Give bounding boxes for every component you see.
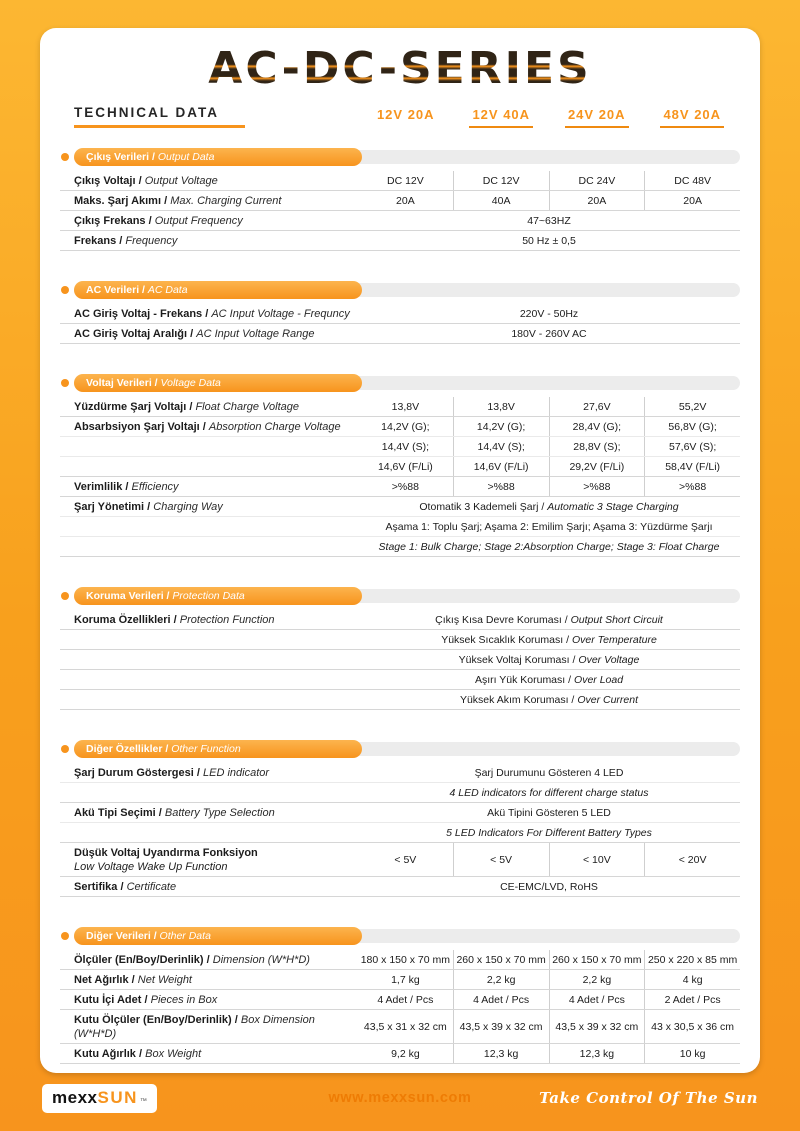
row-label xyxy=(60,823,358,842)
span-value: Stage 1: Bulk Charge; Stage 2:Absorption Charge; Stage 3: Float Charge xyxy=(378,540,720,553)
row-label-tr: Kutu Ölçüler (En/Boy/Derinlik) / xyxy=(74,1013,238,1026)
value-cell: < 20V xyxy=(644,843,740,876)
value-cell: >%88 xyxy=(644,477,740,496)
row-values xyxy=(358,877,740,896)
row-label-en: AC Input Voltage - Frequncy xyxy=(211,307,350,320)
row-label-tr: Kutu Ağırlık / xyxy=(74,1047,143,1060)
section-ac-data xyxy=(60,281,740,344)
row-values xyxy=(358,171,740,190)
row-label-tr: Ölçüler (En/Boy/Derinlik) / xyxy=(74,953,210,966)
slogan: Take Control Of The Sun xyxy=(539,1088,758,1107)
table-row xyxy=(60,324,740,344)
section-header xyxy=(60,587,740,605)
table-header-row xyxy=(60,104,740,128)
model-columns xyxy=(358,106,740,128)
span-value: Aşırı Yük Koruması / Over Load xyxy=(474,673,624,686)
value-cell: 4 Adet / Pcs xyxy=(549,990,645,1009)
row-values xyxy=(358,324,740,343)
column-header-12v20a: 12V 20A xyxy=(376,107,435,123)
bullet-icon xyxy=(61,932,69,940)
span-value: Akü Tipini Gösteren 5 LED xyxy=(487,806,611,819)
row-label-en: Dimension (W*H*D) xyxy=(212,953,310,966)
section-other-function xyxy=(60,740,740,897)
row-label-en: Absorption Charge Voltage xyxy=(208,420,341,433)
span-value: 4 LED indicators for different charge status xyxy=(449,786,649,799)
table-row xyxy=(60,763,740,783)
section-output-data xyxy=(60,148,740,251)
brand-logo-sun: SUN xyxy=(97,1087,138,1107)
span-value: CE-EMC/LVD, RoHS xyxy=(500,880,598,893)
row-values xyxy=(358,843,740,876)
value-cell: 1,7 kg xyxy=(391,973,420,986)
value-cell: 57,6V (S); xyxy=(644,437,740,456)
row-label xyxy=(60,803,358,822)
section-header xyxy=(60,927,740,945)
row-values xyxy=(358,670,740,689)
row-label xyxy=(60,457,358,476)
value-cell: 20A xyxy=(396,194,415,207)
value-cell: 13,8V xyxy=(453,397,549,416)
value-cell: 9,2 kg xyxy=(391,1047,420,1060)
value-cell: 55,2V xyxy=(644,397,740,416)
row-label xyxy=(60,304,358,323)
website-url[interactable]: www.mexxsun.com xyxy=(328,1090,472,1106)
row-label-tr: Verimlilik / xyxy=(74,480,129,493)
content-card xyxy=(40,28,760,1073)
row-label-en: LED indicator xyxy=(203,766,270,779)
row-values xyxy=(358,690,740,709)
row-values xyxy=(358,211,740,230)
value-cell: < 5V xyxy=(394,853,417,866)
row-values xyxy=(358,477,740,496)
technical-data-label: TECHNICAL DATA xyxy=(74,105,245,128)
span-value: Yüksek Akım Koruması / Over Current xyxy=(459,693,639,706)
value-cell: 12,3 kg xyxy=(549,1044,645,1063)
span-value: 180V - 260V AC xyxy=(511,327,587,340)
row-label-tr: Net Ağırlık / xyxy=(74,973,135,986)
column-header-12v40a: 12V 40A xyxy=(454,106,550,128)
table-row xyxy=(60,537,740,557)
row-label-en: Protection Function xyxy=(179,613,275,626)
table-row xyxy=(60,877,740,897)
section-title-en: Protection Data xyxy=(172,590,245,603)
table-row xyxy=(60,843,740,877)
section-pill xyxy=(74,281,362,299)
row-label xyxy=(60,650,358,669)
row-label xyxy=(60,610,358,629)
value-cell: 14,2V (G); xyxy=(453,417,549,436)
row-label-en: AC Input Voltage Range xyxy=(196,327,315,340)
column-header-48v20a: 48V 20A xyxy=(645,106,741,128)
footer-right xyxy=(534,1089,758,1108)
value-cell: 56,8V (G); xyxy=(644,417,740,436)
span-value: Çıkış Kısa Devre Koruması / Output Short Circuit xyxy=(435,613,663,626)
brand-logo xyxy=(42,1084,157,1113)
row-label-tr: Kutu İçi Adet / xyxy=(74,993,148,1006)
row-label xyxy=(60,990,358,1009)
section-pill xyxy=(74,927,362,945)
value-cell: 10 kg xyxy=(644,1044,740,1063)
row-label-en: Output Frequency xyxy=(154,214,243,227)
table-row xyxy=(60,397,740,417)
value-cell: 58,4V (F/Li) xyxy=(644,457,740,476)
value-cell: 28,8V (S); xyxy=(549,437,645,456)
brand-logo-mexx: mexx xyxy=(52,1087,98,1107)
row-values xyxy=(358,823,740,842)
row-label xyxy=(60,537,358,556)
row-label-tr: Çıkış Voltajı / xyxy=(74,174,142,187)
bullet-icon xyxy=(61,592,69,600)
span-value: Aşama 1: Toplu Şarj; Aşama 2: Emilim Şarjı; Aşama 3: Yüzdürme Şarjı xyxy=(385,520,713,533)
value-cell: 20A xyxy=(549,191,645,210)
row-label xyxy=(60,477,358,496)
span-value: 5 LED Indicators For Different Battery Types xyxy=(446,826,652,839)
row-label-tr: Akü Tipi Seçimi / xyxy=(74,806,162,819)
section-pill xyxy=(74,148,362,166)
section-header xyxy=(60,281,740,299)
table-row xyxy=(60,650,740,670)
section-voltage-data xyxy=(60,374,740,557)
row-label-tr: Absarbsiyon Şarj Voltajı / xyxy=(74,420,206,433)
table-row xyxy=(60,670,740,690)
value-cell: 2,2 kg xyxy=(549,970,645,989)
row-label xyxy=(60,497,358,516)
section-title-en: Voltage Data xyxy=(160,377,221,390)
value-cell: 180 x 150 x 70 mm xyxy=(360,953,451,966)
value-cell: 43,5 x 31 x 32 cm xyxy=(363,1020,447,1033)
row-label-en: Pieces in Box xyxy=(150,993,218,1006)
row-label xyxy=(60,950,358,969)
bullet-icon xyxy=(61,153,69,161)
row-label-tr: Şarj Durum Göstergesi / xyxy=(74,766,200,779)
value-cell: DC 48V xyxy=(644,171,740,190)
section-pill xyxy=(74,374,362,392)
row-label-tr: AC Giriş Voltaj Aralığı / xyxy=(74,327,194,340)
trademark-symbol: ™ xyxy=(139,1097,147,1105)
row-values xyxy=(358,517,740,536)
span-value: Yüksek Voltaj Koruması / Over Voltage xyxy=(458,653,640,666)
row-label-tr: Maks. Şarj Akımı / xyxy=(74,194,168,207)
value-cell: 20A xyxy=(644,191,740,210)
table-row xyxy=(60,304,740,324)
row-label xyxy=(60,970,358,989)
row-label xyxy=(60,397,358,416)
row-values xyxy=(358,630,740,649)
row-label xyxy=(60,763,358,782)
value-cell: 4 Adet / Pcs xyxy=(453,990,549,1009)
table-row xyxy=(60,457,740,477)
value-cell: >%88 xyxy=(549,477,645,496)
value-cell: 2 Adet / Pcs xyxy=(644,990,740,1009)
row-label-tr: Yüzdürme Şarj Voltajı / xyxy=(74,400,193,413)
value-cell: 4 kg xyxy=(644,970,740,989)
row-values xyxy=(358,970,740,989)
row-values xyxy=(358,950,740,969)
section-header xyxy=(60,148,740,166)
row-label xyxy=(60,417,358,436)
row-values xyxy=(358,457,740,476)
section-title-en: Other Function xyxy=(171,743,241,756)
row-values xyxy=(358,417,740,436)
row-label-en: Float Charge Voltage xyxy=(195,400,299,413)
table-row xyxy=(60,171,740,191)
section-title-tr: AC Verileri / xyxy=(86,284,145,297)
value-cell: < 10V xyxy=(549,843,645,876)
row-values xyxy=(358,1010,740,1043)
row-label xyxy=(60,690,358,709)
row-values xyxy=(358,397,740,416)
table-row xyxy=(60,950,740,970)
section-title-en: Output Data xyxy=(157,151,215,164)
value-cell: 13,8V xyxy=(391,400,420,413)
value-cell: 29,2V (F/Li) xyxy=(549,457,645,476)
row-values xyxy=(358,783,740,802)
table-row xyxy=(60,970,740,990)
value-cell: 43 x 30,5 x 36 cm xyxy=(644,1010,740,1043)
value-cell: 43,5 x 39 x 32 cm xyxy=(549,1010,645,1043)
value-cell: 260 x 150 x 70 mm xyxy=(549,950,645,969)
section-header xyxy=(60,374,740,392)
value-cell: < 5V xyxy=(453,843,549,876)
row-label-en: Box Weight xyxy=(145,1047,202,1060)
row-label-tr: AC Giriş Voltaj - Frekans / xyxy=(74,307,209,320)
span-value: Şarj Durumunu Gösteren 4 LED xyxy=(474,766,624,779)
row-label-en: Box Dimension (W*H*D) xyxy=(74,1013,315,1040)
span-value: Yüksek Sıcaklık Koruması / Over Temperature xyxy=(441,633,657,646)
row-label-tr: Sertifika / xyxy=(74,880,124,893)
value-cell: 14,6V (F/Li) xyxy=(453,457,549,476)
value-cell: 2,2 kg xyxy=(453,970,549,989)
row-label xyxy=(60,843,358,876)
bullet-icon xyxy=(61,286,69,294)
row-values xyxy=(358,231,740,250)
row-label-en: Battery Type Selection xyxy=(164,806,275,819)
footer-center xyxy=(266,1089,535,1107)
table-row xyxy=(60,417,740,437)
value-cell: 260 x 150 x 70 mm xyxy=(453,950,549,969)
row-label-tr: Koruma Özellikleri / xyxy=(74,613,177,626)
section-protection-data xyxy=(60,587,740,710)
row-values xyxy=(358,763,740,782)
row-label-en: Low Voltage Wake Up Function xyxy=(74,860,228,873)
value-cell: 43,5 x 39 x 32 cm xyxy=(453,1010,549,1043)
section-title-en: AC Data xyxy=(147,284,188,297)
table-row xyxy=(60,630,740,650)
table-row xyxy=(60,1010,740,1044)
section-title-tr: Diğer Özellikler / xyxy=(86,743,169,756)
table-row xyxy=(60,437,740,457)
value-cell: >%88 xyxy=(453,477,549,496)
row-values xyxy=(358,990,740,1009)
row-label xyxy=(60,783,358,802)
page-title: AC-DC-SERIES xyxy=(60,46,740,92)
column-header-24v20a: 24V 20A xyxy=(549,106,645,128)
table-row xyxy=(60,1044,740,1064)
value-cell: 28,4V (G); xyxy=(549,417,645,436)
table-row xyxy=(60,211,740,231)
bullet-icon xyxy=(61,745,69,753)
row-label xyxy=(60,171,358,190)
row-label xyxy=(60,670,358,689)
value-cell: DC 12V xyxy=(453,171,549,190)
row-label xyxy=(60,231,358,250)
row-label-tr: Çıkış Frekans / xyxy=(74,214,152,227)
row-label-en: Frequency xyxy=(125,234,178,247)
row-label-en: Charging Way xyxy=(153,500,223,513)
row-values xyxy=(358,537,740,556)
row-label-tr: Frekans / xyxy=(74,234,123,247)
bullet-icon xyxy=(61,379,69,387)
row-label-en: Efficiency xyxy=(131,480,179,493)
row-label xyxy=(60,630,358,649)
row-label-tr: Şarj Yönetimi / xyxy=(74,500,151,513)
value-cell: 14,4V (S); xyxy=(381,440,430,453)
value-cell: DC 12V xyxy=(386,174,424,187)
row-values xyxy=(358,304,740,323)
value-cell: DC 24V xyxy=(549,171,645,190)
value-cell: 14,2V (G); xyxy=(381,420,430,433)
section-title-tr: Diğer Verileri / xyxy=(86,930,157,943)
table-row xyxy=(60,610,740,630)
table-row xyxy=(60,783,740,803)
technical-data-header xyxy=(60,104,358,128)
section-title-tr: Çıkış Verileri / xyxy=(86,151,155,164)
row-values xyxy=(358,1044,740,1063)
table-row xyxy=(60,803,740,823)
table-row xyxy=(60,517,740,537)
row-values xyxy=(358,497,740,516)
table-row xyxy=(60,477,740,497)
section-pill xyxy=(74,587,362,605)
row-label xyxy=(60,1044,358,1063)
section-title-tr: Voltaj Verileri / xyxy=(86,377,158,390)
value-cell: 250 x 220 x 85 mm xyxy=(644,950,740,969)
row-values xyxy=(358,437,740,456)
section-header xyxy=(60,740,740,758)
row-values xyxy=(358,650,740,669)
section-title-tr: Koruma Verileri / xyxy=(86,590,170,603)
row-label xyxy=(60,877,358,896)
row-label xyxy=(60,324,358,343)
value-cell: 4 Adet / Pcs xyxy=(377,993,434,1006)
value-cell: >%88 xyxy=(391,480,419,493)
row-label xyxy=(60,191,358,210)
row-label xyxy=(60,211,358,230)
value-cell: 14,6V (F/Li) xyxy=(377,460,433,473)
table-row xyxy=(60,191,740,211)
table-row xyxy=(60,823,740,843)
section-pill xyxy=(74,740,362,758)
row-label xyxy=(60,1010,358,1043)
span-value: Otomatik 3 Kademeli Şarj / Automatic 3 Stage Charging xyxy=(419,500,679,513)
span-value: 220V - 50Hz xyxy=(519,307,579,320)
table-row xyxy=(60,231,740,251)
row-values xyxy=(358,191,740,210)
row-label-en: Output Voltage xyxy=(144,174,218,187)
table-row xyxy=(60,497,740,517)
row-values xyxy=(358,803,740,822)
table-row xyxy=(60,690,740,710)
row-label-en: Max. Charging Current xyxy=(170,194,282,207)
table-row xyxy=(60,990,740,1010)
row-label-tr: Düşük Voltaj Uyandırma Fonksiyon xyxy=(74,846,258,859)
section-other-data xyxy=(60,927,740,1064)
value-cell: 27,6V xyxy=(549,397,645,416)
footer xyxy=(40,1073,760,1121)
value-cell: 40A xyxy=(453,191,549,210)
row-label xyxy=(60,517,358,536)
row-values xyxy=(358,610,740,629)
row-label-en: Certificate xyxy=(126,880,177,893)
value-cell: 12,3 kg xyxy=(453,1044,549,1063)
value-cell: 14,4V (S); xyxy=(453,437,549,456)
footer-left xyxy=(42,1084,266,1113)
row-label-en: Net Weight xyxy=(137,973,192,986)
span-value: 47~63HZ xyxy=(527,214,571,227)
row-label xyxy=(60,437,358,456)
section-title-en: Other Data xyxy=(159,930,211,943)
span-value: 50 Hz ± 0,5 xyxy=(522,234,576,247)
